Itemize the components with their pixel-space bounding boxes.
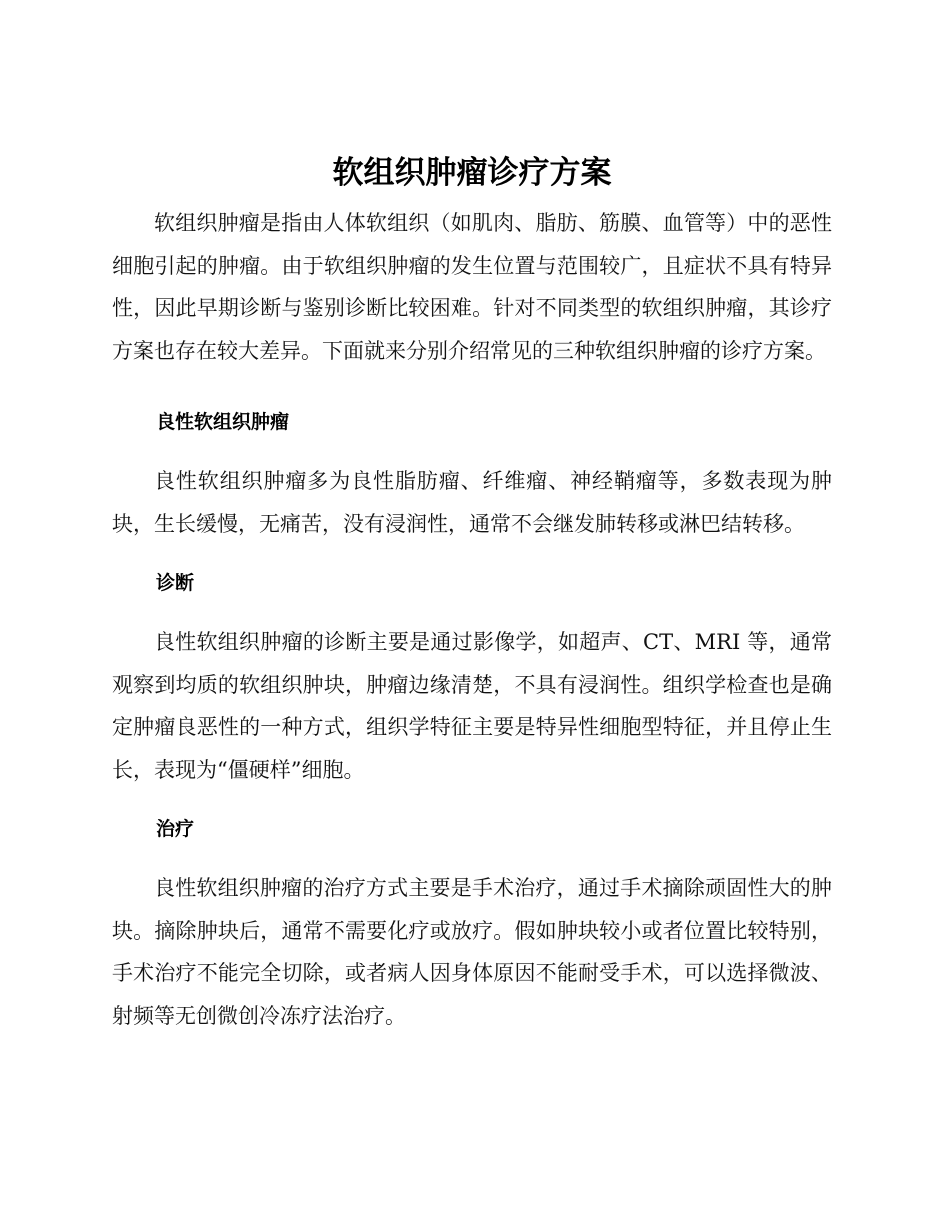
section-paragraph-benign-tumor: 良性软组织肿瘤多为良性脂肪瘤、纤维瘤、神经鞘瘤等，多数表现为肿块，生长缓慢，无痛苦，没有浸润性，通常不会继发肺转移或淋巴结转移。 (112, 469, 832, 536)
section-heading-treatment: 治疗 (156, 818, 195, 840)
document-title: 软组织肿瘤诊疗方案 (332, 155, 612, 191)
section-paragraph-treatment: 良性软组织肿瘤的治疗方式主要是手术治疗，通过手术摘除顽固性大的肿块。摘除肿块后，通常不需要化疗或放疗。假如肿块较小或者位置比较特别，手术治疗不能完全切除，或者病人因身体原因不能耐受手术，可以选择微波、射频等无创微创冷冻疗法治疗。 (112, 876, 832, 1028)
section-paragraph-diagnosis: 良性软组织肿瘤的诊断主要是通过影像学，如超声、CT、MRI 等，通常观察到均质的软组织肿块，肿瘤边缘清楚，不具有浸润性。组织学检查也是确定肿瘤良恶性的一种方式，组织学特征主要是特异性细胞型特征，并且停止生长，表现为“僵硬样”细胞。 (112, 630, 832, 782)
section-heading-benign-tumor: 良性软组织肿瘤 (156, 411, 290, 433)
document-body (112, 148, 832, 1037)
section-heading-diagnosis: 诊断 (156, 572, 195, 594)
intro-paragraph: 软组织肿瘤是指由人体软组织（如肌肉、脂肪、筋膜、血管等）中的恶性细胞引起的肿瘤。由于软组织肿瘤的发生位置与范围较广，且症状不具有特异性，因此早期诊断与鉴别诊断比较困难。针对不同类型的软组织肿瘤，其诊疗方案也存在较大差异。下面就来分别介绍常见的三种软组织肿瘤的诊疗方案。 (112, 211, 832, 363)
